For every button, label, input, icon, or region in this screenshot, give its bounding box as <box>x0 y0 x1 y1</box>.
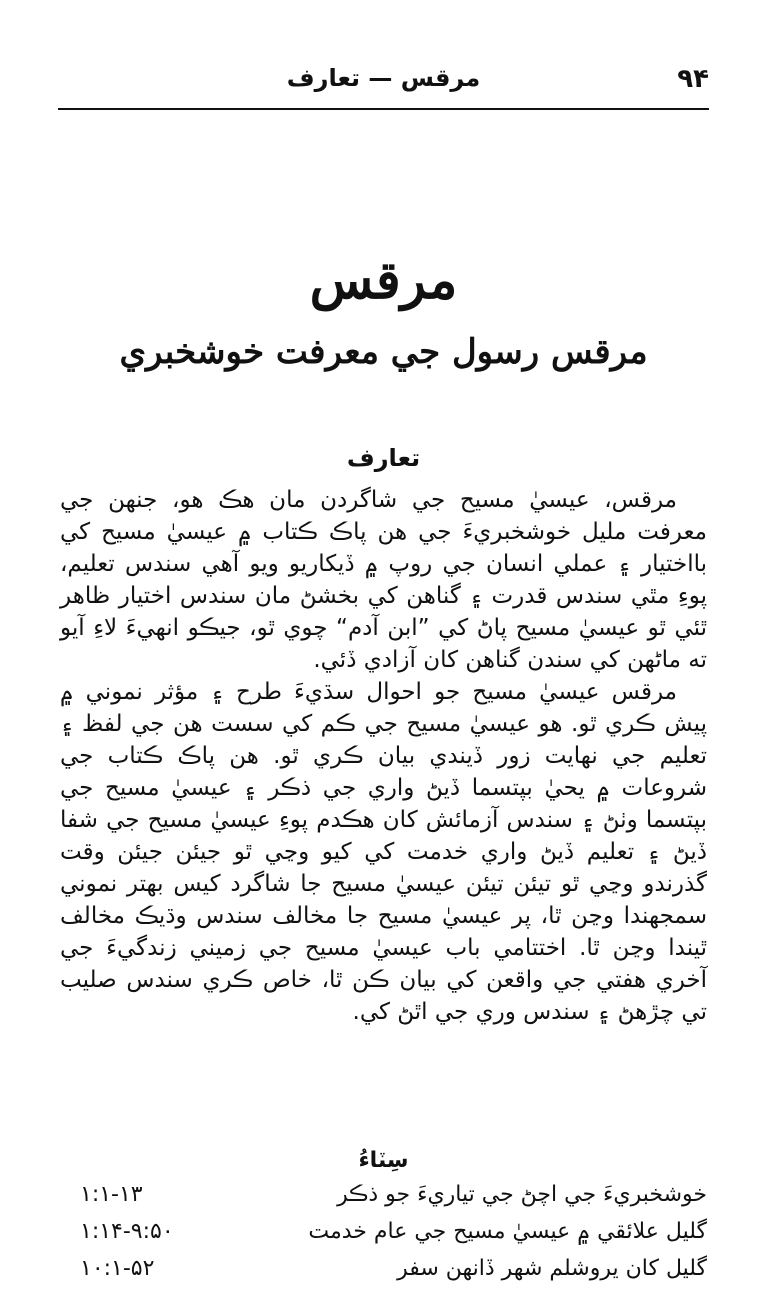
contents-entry-title: خوشخبريءَ جي اچڻ جي تياريءَ جو ذڪر <box>337 1182 707 1207</box>
contents-heading: سِٽاءُ <box>358 1148 409 1173</box>
contents-entry-reference: ۱۰:۱-۵۲ <box>80 1256 155 1281</box>
contents-entry-reference: ۱:۱۴-۹:۵۰ <box>80 1219 174 1244</box>
introduction-text <box>60 484 707 1028</box>
contents-entry-title: گليل علائقي ۾ عيسيٰ مسيح جي عام خدمت <box>308 1219 707 1244</box>
contents-entry <box>60 1256 707 1293</box>
introduction-paragraph: مرقس عيسيٰ مسيح جو احوال سڌيءَ طرح ۽ مؤثر نموني ۾ پيش ڪري ٿو. هو عيسيٰ مسيح جي ڪم کي سست هن جي لفظ ۽ تعليم جي نهايت زور ڏيندي بيان ڪري ٿو. هن پاڪ ڪتاب جي شروعات ۾ يحيٰ بپتسما ڏيڻ واري جي ذڪر ۽ عيسيٰ مسيح جي بپتسما وٺڻ ۽ سندس آزمائش کان هڪدم پوءِ عيسيٰ مسيح جي شفا ڏيڻ ۽ تعليم ڏيڻ واري خدمت کي کيو وڃي ٿو جيئن جيئن وقت گذرندو وڃي ٿو تيئن تيئن عيسيٰ مسيح جا شاگرد کيس بهتر نموني سمجهندا وڃن ٿا، پر عيسيٰ مسيح جا مخالف سندس وڌيڪ مخالف ٿيندا وڃن ٿا. اختتامي باب عيسيٰ مسيح جي زميني زندگيءَ جي آخري هفتي جي واقعن کي بيان ڪن ٿا، خاص ڪري سندس صليب تي چڙهڻ ۽ سندس وري جي اٿڻ کي. <box>60 679 707 1025</box>
contents-entry <box>60 1182 707 1219</box>
contents-entry <box>60 1219 707 1256</box>
book-title: مرقس <box>309 250 458 311</box>
page-header <box>58 58 709 110</box>
running-title: مرقس — تعارف <box>286 64 481 92</box>
book-subtitle: مرقس رسول جي معرفت خوشخبري <box>119 332 648 372</box>
page-number: ۹۴ <box>677 64 709 94</box>
introduction-heading: تعارف <box>346 444 421 472</box>
contents-entry-reference: ۱:۱-۱۳ <box>80 1182 143 1207</box>
introduction-paragraph: مرقس، عيسيٰ مسيح جي شاگردن مان هڪ هو، جنهن جي معرفت مليل خوشخبريءَ جي هن پاڪ ڪتاب ۾ عيسيٰ مسيح کي بااختيار ۽ عملي انسان جي روپ ۾ ڏيکاريو ويو آهي سندس تعليم، پوءِ مٿي سندس قدرت ۽ گناهن کي بخشڻ مان سندس اختيار ظاهر ٿئي ٿو عيسيٰ مسيح پاڻ کي ”ابن آدم“ چوي ٿو، جيڪو انهيءَ لاءِ آيو ته ماڻهن کي سندن گناهن کان آزادي ڏئي. <box>60 487 707 673</box>
contents-list <box>60 1182 707 1293</box>
contents-entry-title: گليل کان يروشلم شهر ڏانهن سفر <box>397 1256 707 1281</box>
